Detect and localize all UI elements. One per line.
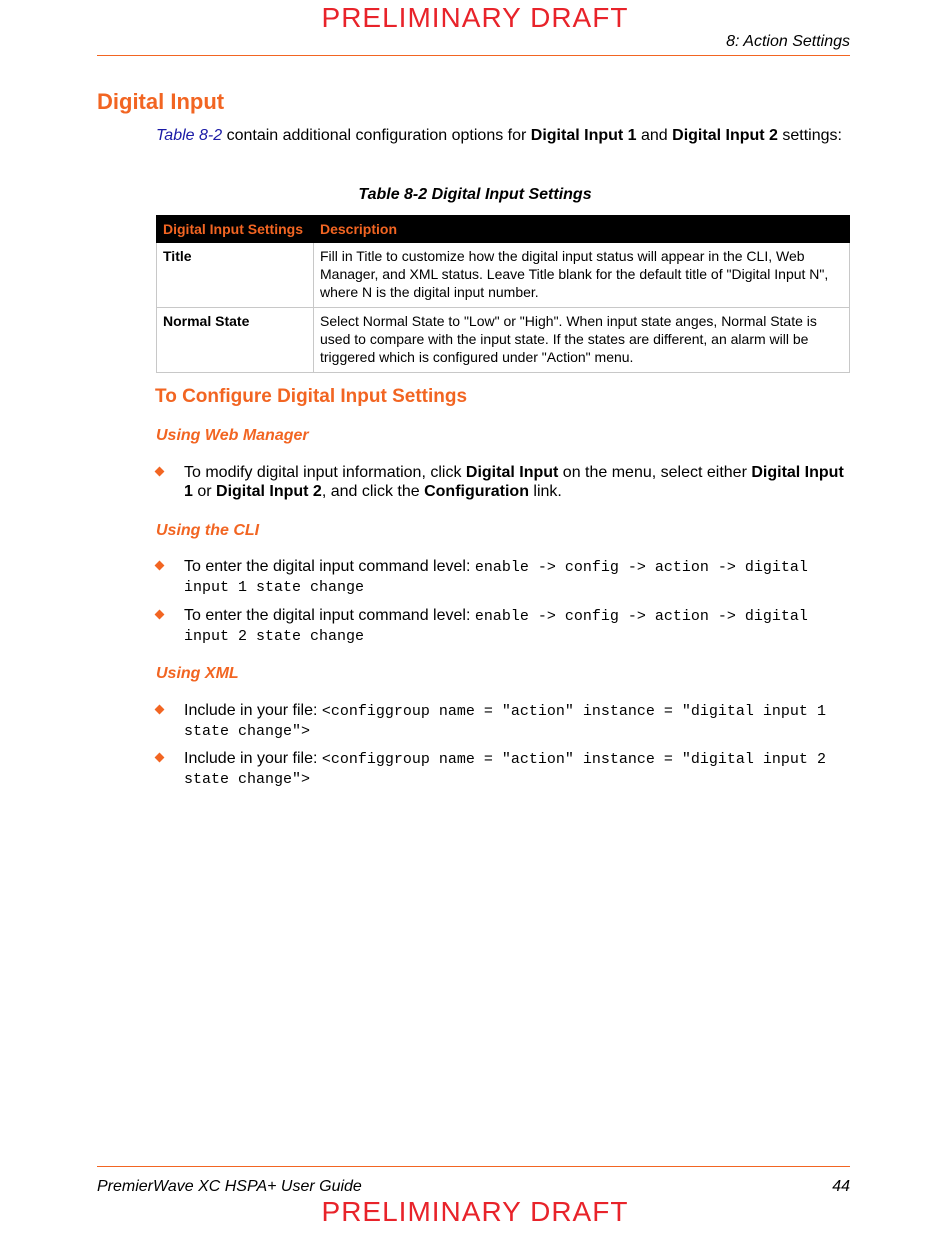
draft-watermark-bottom: PRELIMINARY DRAFT	[321, 1196, 629, 1227]
table-row	[157, 308, 850, 373]
text-run: link.	[528, 483, 562, 500]
bold-run: Digital Input 2	[216, 483, 322, 500]
code-run: enable -> config -> action -> digital input 1 state change	[184, 559, 808, 596]
list-item	[156, 749, 850, 789]
draft-watermark-top: PRELIMINARY DRAFT	[321, 2, 629, 33]
section-title: Digital Input	[97, 89, 225, 114]
intro-bold: Digital Input 1	[530, 127, 637, 144]
cli-heading: Using the CLI	[156, 522, 260, 539]
text-run: or	[192, 483, 217, 500]
list-item	[156, 606, 850, 646]
bullet-text	[184, 701, 850, 741]
text-run: To enter the digital input command level:	[184, 607, 475, 624]
text-run: , and click the	[321, 483, 425, 500]
footer-document-title: PremierWave XC HSPA+ User Guide	[97, 1178, 362, 1195]
table-header-row	[157, 216, 850, 243]
diamond-bullet-icon	[155, 467, 165, 477]
list-item	[156, 463, 850, 501]
chapter-header: 8: Action Settings	[726, 33, 850, 50]
text-run: To modify digital input information, click	[184, 464, 466, 481]
code-run: <configgroup name = "action" instance = "digital input 2 state change">	[184, 751, 826, 788]
setting-name: Normal State	[157, 308, 314, 373]
table-header-cell: Digital Input Settings	[157, 216, 314, 243]
intro-text: and	[636, 127, 673, 144]
list-item	[156, 557, 850, 597]
bullet-text	[184, 606, 850, 646]
intro-text: settings:	[777, 127, 842, 144]
header-rule	[97, 55, 850, 56]
diamond-bullet-icon	[155, 610, 165, 620]
intro-bold: Digital Input 2	[672, 127, 778, 144]
page-number: 44	[832, 1178, 850, 1195]
text-run: on the menu, select either	[558, 464, 752, 481]
code-run: enable -> config -> action -> digital input 2 state change	[184, 608, 808, 645]
configure-heading: To Configure Digital Input Settings	[155, 386, 468, 407]
setting-description: Select Normal State to "Low" or "High". When input state anges, Normal State is used to compare with the input state. If the states are different, an alarm will be triggered which is configured under "Action" menu.	[314, 308, 850, 373]
list-item	[156, 701, 850, 741]
intro-paragraph	[156, 127, 842, 145]
digital-input-settings-table	[156, 215, 850, 373]
setting-name: Title	[157, 243, 314, 308]
intro-text: contain additional configuration options for	[222, 127, 531, 144]
bold-run: Digital Input	[465, 464, 559, 481]
code-run: <configgroup name = "action" instance = "digital input 1 state change">	[184, 703, 826, 740]
footer-rule	[97, 1166, 850, 1167]
text-run: Include in your file:	[184, 702, 322, 719]
bullet-text	[184, 463, 850, 501]
table-caption: Table 8-2 Digital Input Settings	[358, 186, 592, 203]
text-run: Include in your file:	[184, 750, 322, 767]
table-header-cell: Description	[314, 216, 850, 243]
bullet-text	[184, 557, 850, 597]
diamond-bullet-icon	[155, 561, 165, 571]
bullet-text	[184, 749, 850, 789]
xml-heading: Using XML	[156, 665, 239, 682]
table-row	[157, 243, 850, 308]
diamond-bullet-icon	[155, 753, 165, 763]
bold-run: Configuration	[424, 483, 529, 500]
web-manager-heading: Using Web Manager	[156, 427, 309, 444]
bold-run: Digital Input 1	[184, 464, 844, 500]
text-run: To enter the digital input command level:	[184, 558, 475, 575]
diamond-bullet-icon	[155, 705, 165, 715]
setting-description: Fill in Title to customize how the digital input status will appear in the CLI, Web Manager, and XML status. Leave Title blank for the default title of "Digital Input N", where N is the digital input number.	[314, 243, 850, 308]
table-reference-link[interactable]: Table 8-2	[156, 127, 223, 144]
